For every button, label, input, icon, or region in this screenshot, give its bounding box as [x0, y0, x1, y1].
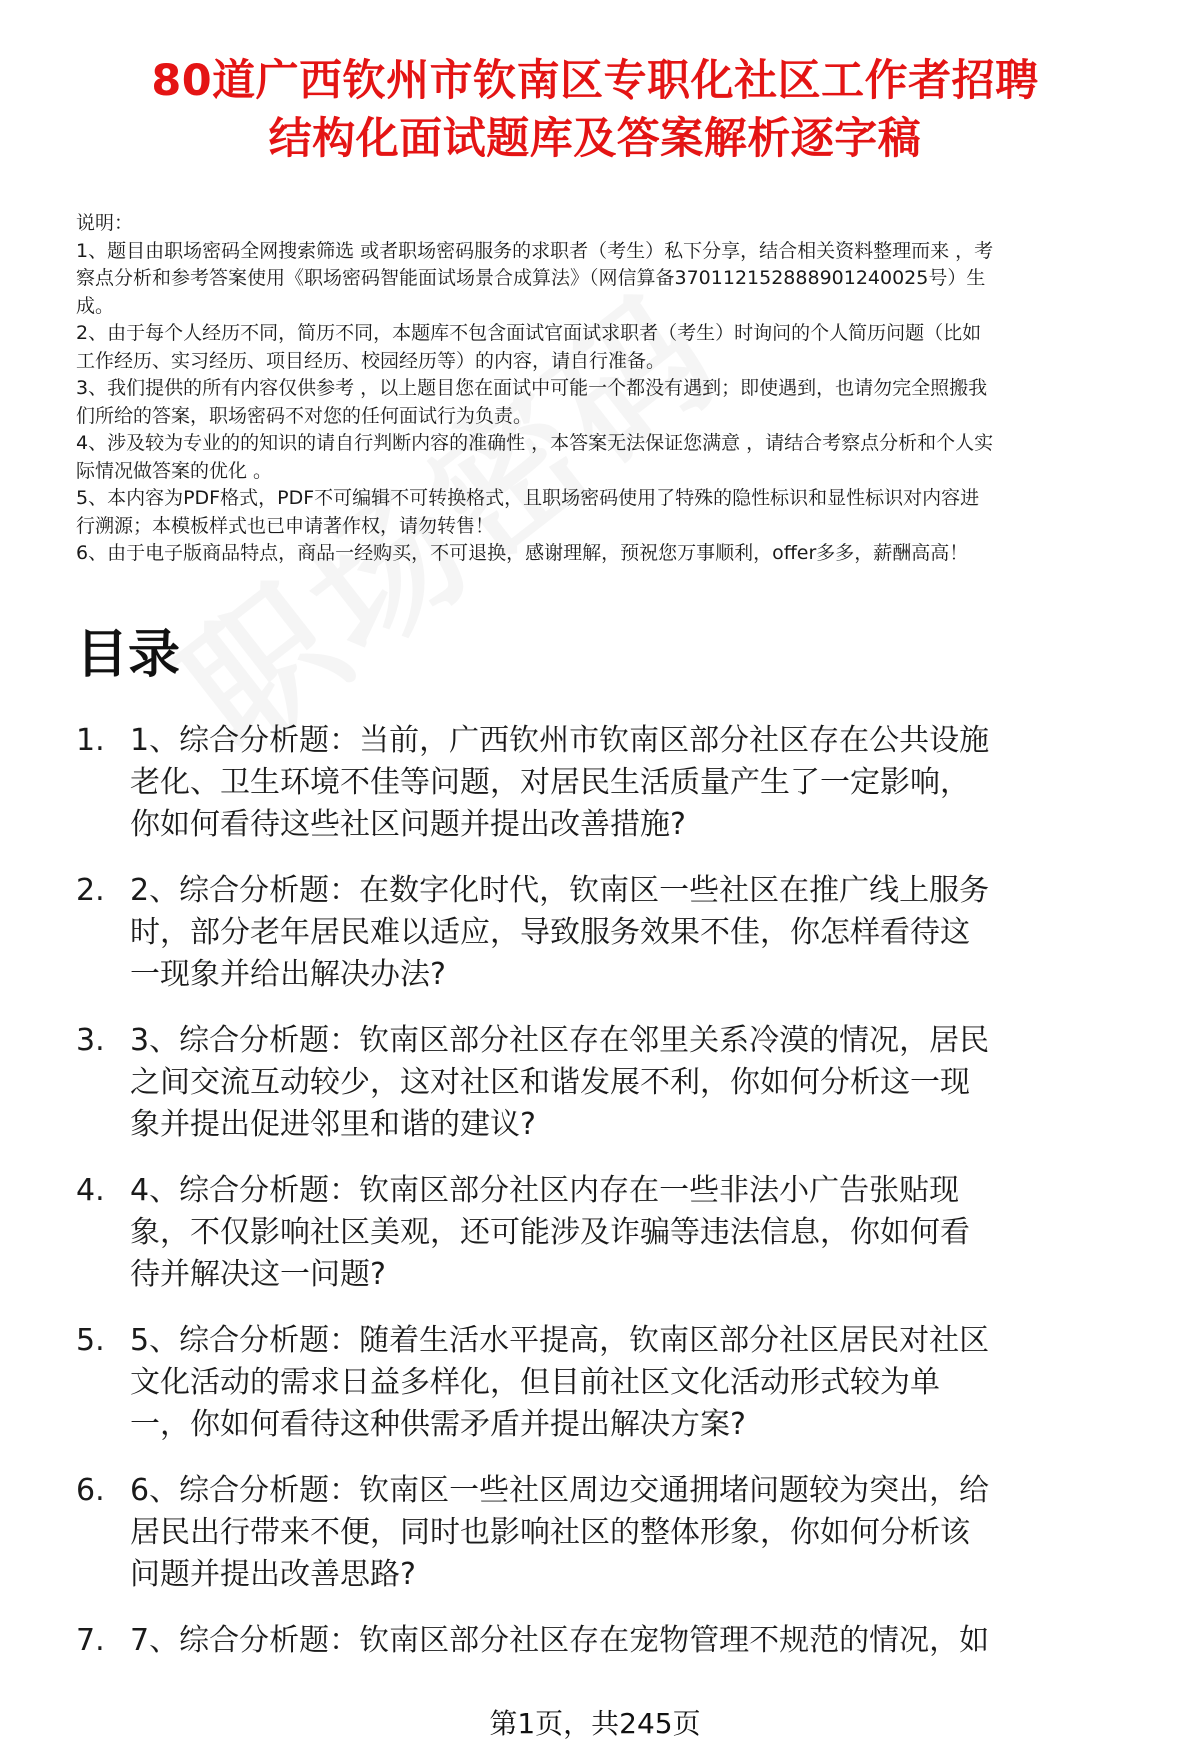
toc-item-number: 7. [76, 1623, 105, 1658]
notes-line: 际情况做答案的优化 。 [76, 459, 273, 482]
toc-item[interactable] [76, 720, 1171, 846]
toc-list [76, 720, 1171, 1686]
toc-item-number: 6. [76, 1473, 105, 1508]
toc-item-line: 5、综合分析题：随着生活水平提高，钦南区部分社区居民对社区 [130, 1323, 990, 1358]
toc-item-line: 一，你如何看待这种供需矛盾并提出解决方案? [130, 1407, 746, 1442]
toc-item-line: 你如何看待这些社区问题并提出改善措施? [130, 807, 686, 842]
document-title [40, 52, 1150, 168]
toc-item-text [130, 1170, 1171, 1296]
toc-item-line: 时，部分老年居民难以适应，导致服务效果不佳，你怎样看待这 [130, 915, 970, 950]
toc-item-number: 5. [76, 1323, 105, 1358]
toc-item-line: 1、综合分析题：当前，广西钦州市钦南区部分社区存在公共设施 [130, 723, 990, 758]
toc-item-line: 之间交流互动较少，这对社区和谐发展不利，你如何分析这一现 [130, 1065, 970, 1100]
notes-line: 4、涉及较为专业的的知识的请自行判断内容的准确性 ，本答案无法保证您满意 ，请结合考察点分析和个人实 [76, 432, 994, 454]
toc-item-number: 4. [76, 1173, 105, 1208]
toc-item-line: 文化活动的需求日益多样化，但目前社区文化活动形式较为单 [130, 1365, 940, 1400]
toc-item-line: 象，不仅影响社区美观，还可能涉及诈骗等违法信息，你如何看 [130, 1215, 970, 1250]
notes-line: 工作经历、实习经历、项目经历、校园经历等）的内容，请自行准备。 [76, 349, 666, 372]
page-footer: 第1页，共245页 [489, 1707, 701, 1740]
toc-item[interactable] [76, 870, 1171, 996]
toc-item-line: 3、综合分析题：钦南区部分社区存在邻里关系冷漠的情况，居民 [130, 1023, 990, 1058]
title-line-2: 结构化面试题库及答案解析逐字稿 [268, 114, 922, 164]
notes-line: 3、我们提供的所有内容仅供参考 ，以上题目您在面试中可能一个都没有遇到；即使遇到，也请勿完全照搬我 [76, 377, 988, 399]
toc-item-text [130, 720, 1171, 846]
toc-item[interactable] [76, 1020, 1171, 1146]
notes-line: 5、本内容为PDF格式，PDF不可编辑不可转换格式，且职场密码使用了特殊的隐性标识和显性标识对内容进 [76, 487, 980, 509]
toc-item-line: 4、综合分析题：钦南区部分社区内存在一些非法小广告张贴现 [130, 1173, 960, 1208]
notes-heading: 说明： [76, 212, 134, 234]
notes-line: 1、题目由职场密码全网搜索筛选 或者职场密码服务的求职者（考生）私下分享，结合相关资料整理而来 ，考 [76, 239, 994, 262]
toc-item-line: 待并解决这一问题? [130, 1257, 386, 1292]
toc-item[interactable] [76, 1320, 1171, 1446]
notes-line: 察点分析和参考答案使用《职场密码智能面试场景合成算法》（网信算备370112152888901240025号）生 [76, 267, 986, 289]
toc-item-text [130, 1620, 1171, 1662]
toc-item-number: 2. [76, 873, 105, 908]
toc-item-line: 7、综合分析题：钦南区部分社区存在宠物管理不规范的情况，如 [130, 1623, 990, 1658]
notes-line: 行溯源；本模板样式也已申请著作权，请勿转售！ [76, 514, 495, 537]
toc-item-line: 居民出行带来不便，同时也影响社区的整体形象，你如何分析该 [130, 1515, 970, 1550]
toc-item-text [130, 870, 1171, 996]
title-line-1: 80道广西钦州市钦南区专职化社区工作者招聘 [151, 56, 1039, 106]
toc-item-line: 一现象并给出解决办法? [130, 957, 446, 992]
toc-item-line: 老化、卫生环境不佳等问题，对居民生活质量产生了一定影响， [130, 765, 970, 800]
toc-item-number: 3. [76, 1023, 105, 1058]
toc-item-line: 问题并提出改善思路? [130, 1557, 416, 1592]
toc-item-number: 1. [76, 723, 105, 758]
notes-line: 们所给的答案，职场密码不对您的任何面试行为负责。 [76, 404, 533, 427]
toc-item-line: 6、综合分析题：钦南区一些社区周边交通拥堵问题较为突出，给 [130, 1473, 990, 1508]
toc-item[interactable] [76, 1170, 1171, 1296]
toc-item-text [130, 1020, 1171, 1146]
notes-line: 成。 [76, 294, 115, 317]
toc-heading: 目录 [76, 625, 181, 685]
toc-item-line: 2、综合分析题：在数字化时代，钦南区一些社区在推广线上服务 [130, 873, 990, 908]
toc-item[interactable] [76, 1620, 1171, 1662]
notes-line: 2、由于每个人经历不同，简历不同，本题库不包含面试官面试求职者（考生）时询问的个人简历问题（比如 [76, 322, 982, 344]
notes-line: 6、由于电子版商品特点，商品一经购买，不可退换，感谢理解，预祝您万事顺利，offer多多，薪酬高高！ [76, 542, 969, 564]
toc-item[interactable] [76, 1470, 1171, 1596]
toc-item-text [130, 1470, 1171, 1596]
notes-section [76, 210, 1166, 568]
toc-item-line: 象并提出促进邻里和谐的建议? [130, 1107, 536, 1142]
toc-item-text [130, 1320, 1171, 1446]
